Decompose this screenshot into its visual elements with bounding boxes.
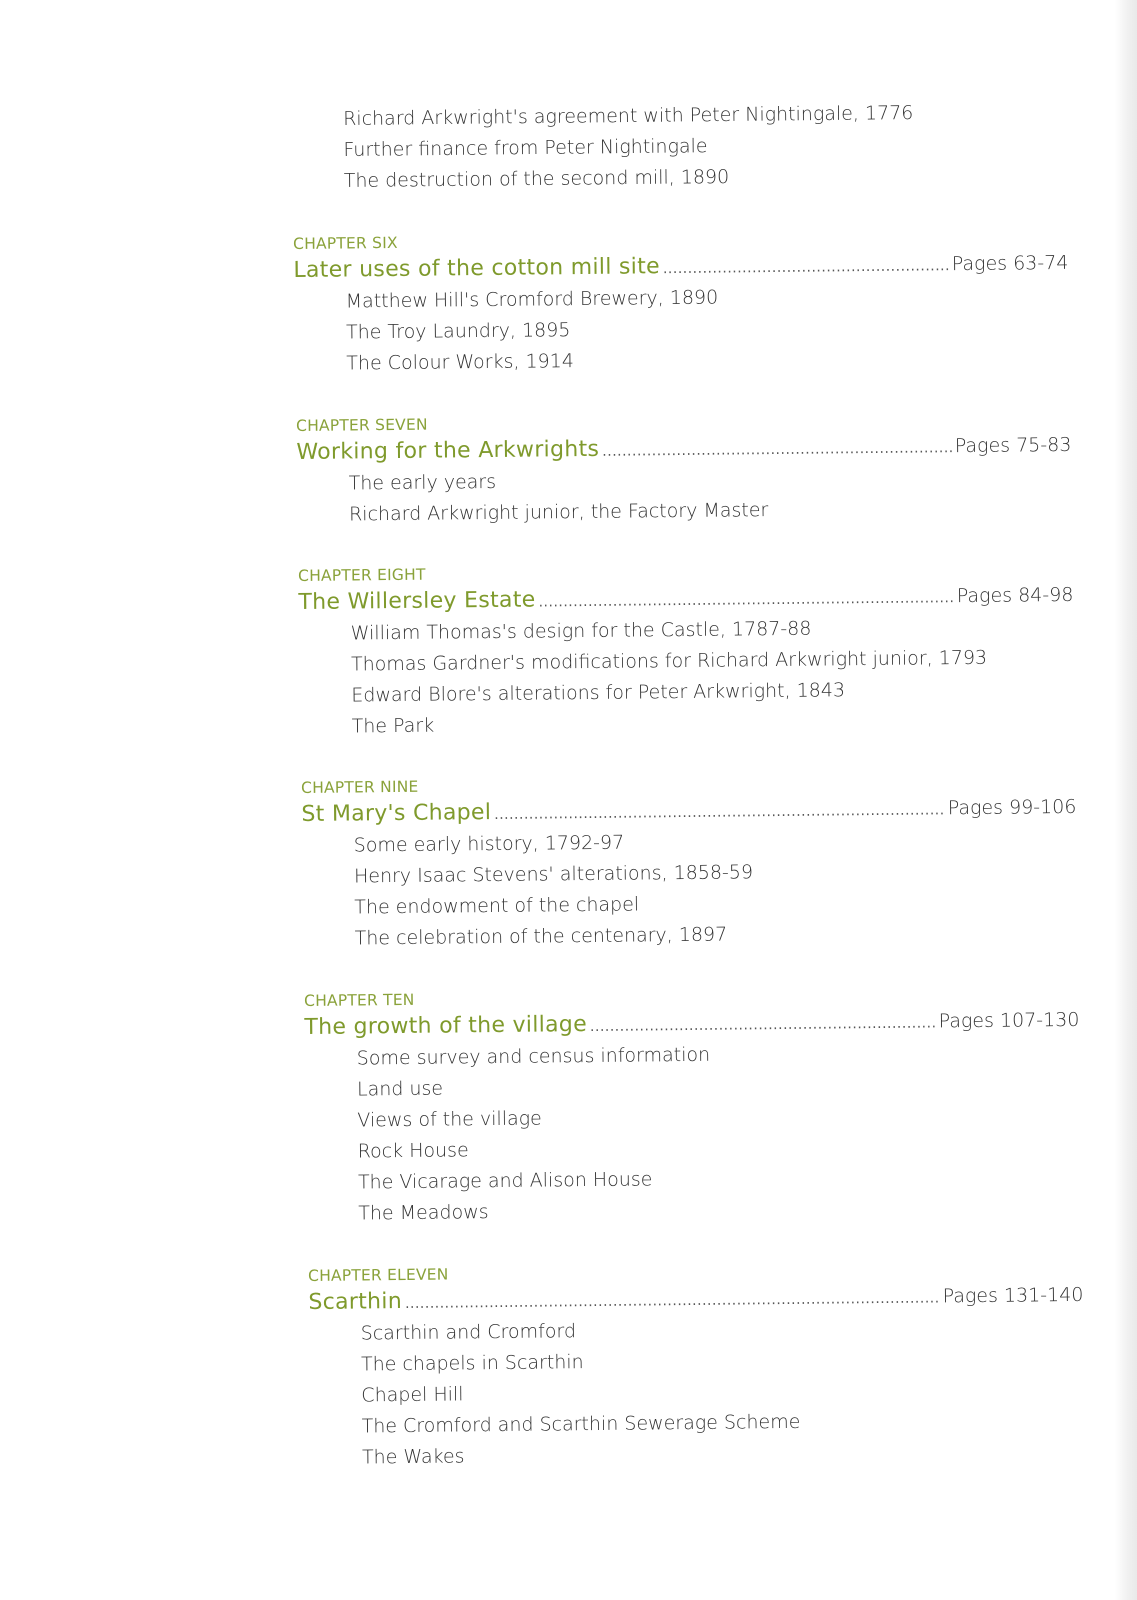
toc-chapter-eight — [298, 557, 1075, 743]
chapter-title: The Willersley Estate — [298, 587, 536, 615]
toc-subentry: The Meadows — [358, 1201, 489, 1225]
toc-chapter-ten — [304, 982, 1081, 1230]
chapter-page-range: Pages 131-140 — [942, 1283, 1084, 1308]
toc-subentry: Scarthin and Cromford — [360, 1320, 577, 1345]
toc-subentry: The Vicarage and Alison House — [357, 1168, 653, 1194]
dot-leader — [538, 582, 955, 618]
toc-subentry: The Wakes — [361, 1445, 465, 1469]
toc-subentry: Chapel Hill — [361, 1383, 464, 1407]
toc-subentry: Thomas Gardner's modifications for Richard Arkwright junior, 1793 — [350, 646, 988, 676]
toc-continuation — [343, 98, 914, 197]
toc-subentry: Land use — [356, 1077, 444, 1101]
toc-subentry: The endowment of the chapel — [354, 893, 640, 919]
toc-subentry: The Park — [351, 714, 435, 738]
toc-subentry: Rock House — [357, 1139, 469, 1163]
chapter-subentries — [294, 279, 1070, 380]
toc-subentry: Richard Arkwright junior, the Factory Master — [348, 499, 769, 526]
chapter-label: CHAPTER EIGHT — [298, 565, 426, 585]
chapter-label: CHAPTER NINE — [301, 777, 419, 797]
chapter-page-range: Pages 107-130 — [938, 1008, 1080, 1033]
toc-subentry: The chapels in Scarthin — [360, 1351, 584, 1376]
toc-chapter-nine — [301, 769, 1078, 955]
toc-subentry: The celebration of the centenary, 1897 — [354, 923, 728, 950]
toc-subentry: Further finance from Peter Nightingale — [343, 135, 708, 161]
dot-leader — [663, 250, 950, 285]
chapter-label: CHAPTER SEVEN — [296, 415, 428, 435]
chapter-page-range: Pages 63-74 — [951, 251, 1069, 276]
chapter-subentries — [302, 823, 1078, 955]
chapter-subentries — [299, 611, 1075, 743]
chapter-title: The growth of the village — [304, 1012, 588, 1040]
toc-subentry: The early years — [348, 470, 497, 495]
chapter-title: Scarthin — [308, 1289, 403, 1315]
chapter-page-range: Pages 99-106 — [947, 795, 1077, 820]
toc-subentry: The Troy Laundry, 1895 — [345, 319, 571, 344]
toc-subentry: The Cromford and Scarthin Sewerage Scheme — [361, 1410, 801, 1438]
toc-chapter-eleven — [308, 1257, 1085, 1474]
dot-leader — [602, 432, 953, 468]
chapter-title: Working for the Arkwrights — [296, 436, 600, 465]
chapter-subentries — [305, 1036, 1082, 1230]
toc-chapter-seven — [296, 407, 1072, 531]
toc-subentry: William Thomas's design for the Castle, 1787-88 — [350, 617, 812, 645]
toc-chapter-six — [293, 225, 1069, 380]
toc-subentry: Some survey and census information — [356, 1043, 711, 1070]
dot-leader — [494, 794, 946, 831]
chapter-label: CHAPTER TEN — [304, 990, 415, 1010]
chapter-subentries — [309, 1311, 1086, 1474]
toc-subentry: Matthew Hill's Cromford Brewery, 1890 — [345, 286, 719, 313]
chapter-title: St Mary's Chapel — [301, 800, 492, 827]
toc-subentry: Henry Isaac Stevens' alterations, 1858-59 — [353, 861, 754, 888]
toc-subentry: The Colour Works, 1914 — [346, 350, 574, 375]
toc-subentry: The destruction of the second mill, 1890 — [343, 165, 730, 192]
chapter-title: Later uses of the cotton mill site — [293, 254, 661, 283]
toc-subentry: Views of the village — [357, 1107, 542, 1132]
chapter-subentries — [297, 461, 1073, 531]
toc-subentry: Some early history, 1792-97 — [353, 831, 625, 857]
toc-subentry: Edward Blore's alterations for Peter Arkwright, 1843 — [351, 679, 846, 707]
chapter-label: CHAPTER SIX — [293, 233, 398, 253]
dot-leader — [405, 1282, 941, 1320]
chapter-page-range: Pages 75-83 — [954, 433, 1072, 458]
chapter-label: CHAPTER ELEVEN — [308, 1265, 449, 1285]
dot-leader — [590, 1007, 937, 1043]
toc-subentry: Richard Arkwright's agreement with Peter Nightingale, 1776 — [343, 102, 914, 130]
page-edge-shadow — [1115, 0, 1137, 1600]
chapter-page-range: Pages 84-98 — [956, 583, 1074, 608]
